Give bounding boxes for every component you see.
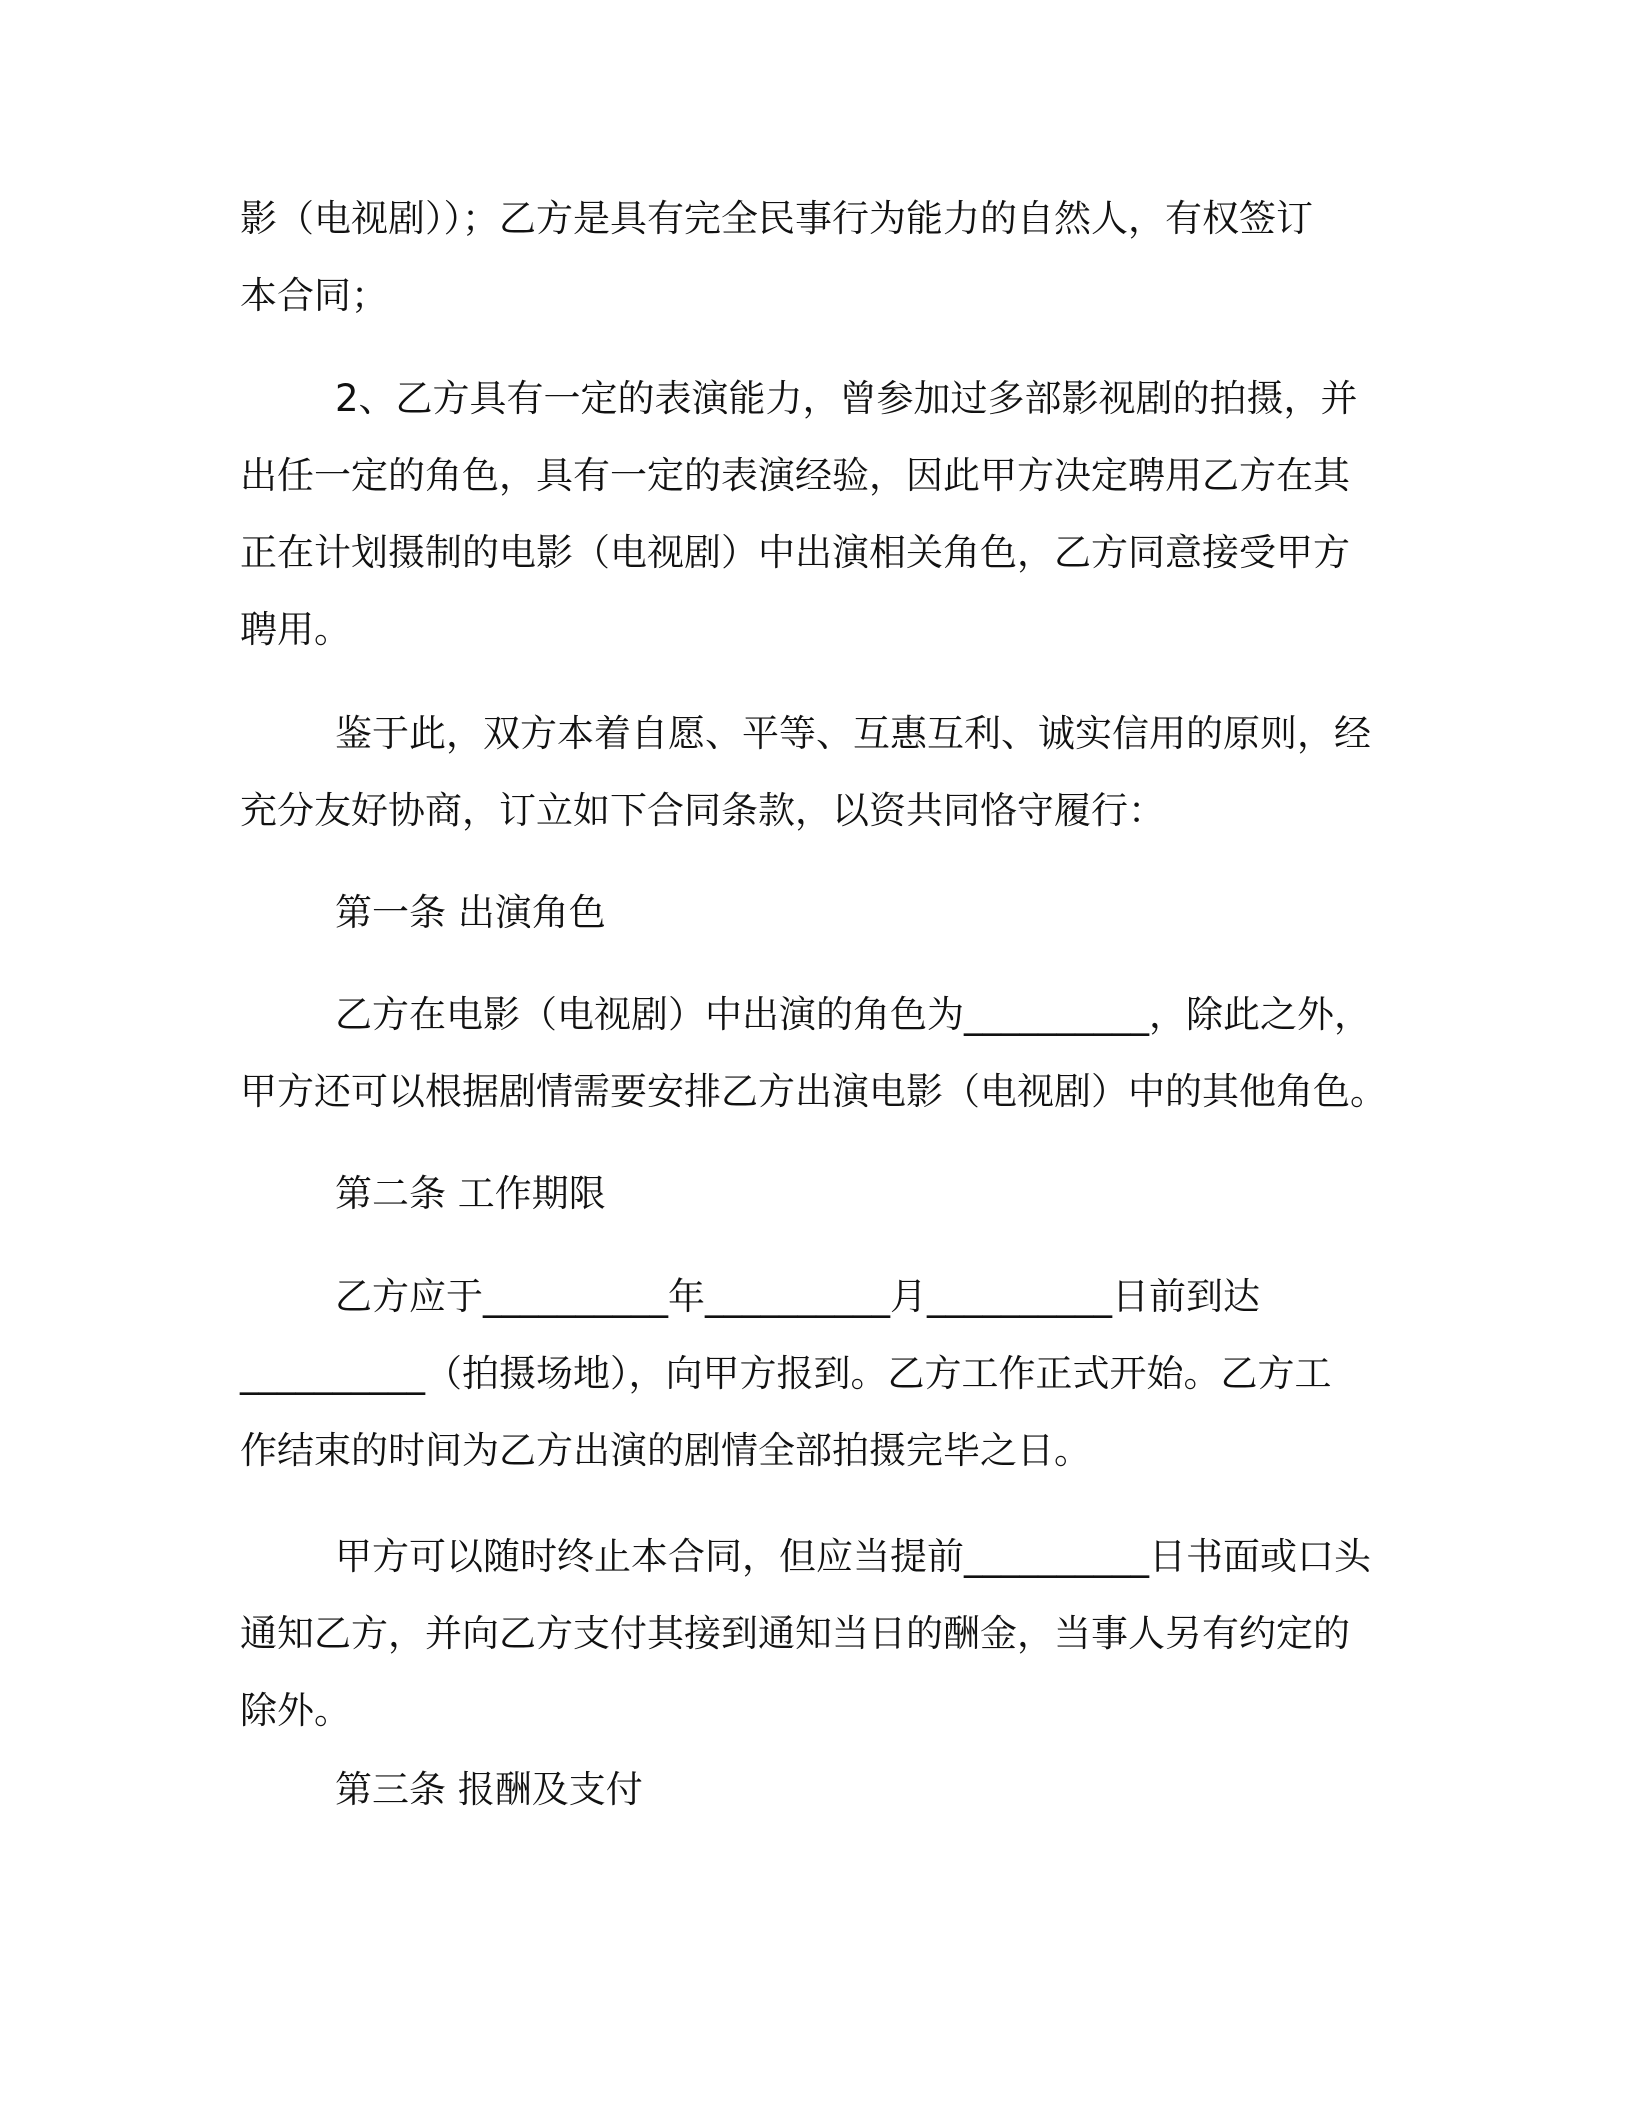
- text-line: 影（电视剧））；乙方是具有完全民事行为能力的自然人，有权签订: [240, 197, 1313, 240]
- article-heading: 第二条 工作期限: [335, 1172, 606, 1215]
- text-line: __________（拍摄场地），向甲方报到。乙方工作正式开始。乙方工: [240, 1352, 1332, 1395]
- paragraph-termination: [240, 1518, 1392, 1749]
- text-line: 出任一定的角色，具有一定的表演经验，因此甲方决定聘用乙方在其: [240, 454, 1350, 497]
- text-line: 鉴于此，双方本着自愿、平等、互惠互利、诚实信用的原则，经: [335, 712, 1371, 755]
- text-line: 甲方还可以根据剧情需要安排乙方出演电影（电视剧）中的其他角色。: [240, 1070, 1387, 1113]
- paragraph-agreement-basis: [240, 695, 1392, 849]
- text-line: 作结束的时间为乙方出演的剧情全部拍摄完毕之日。: [240, 1429, 1091, 1472]
- article-heading: 第三条 报酬及支付: [335, 1768, 643, 1811]
- text-line: 通知乙方，并向乙方支付其接到通知当日的酬金，当事人另有约定的: [240, 1612, 1350, 1655]
- text-line: 正在计划摄制的电影（电视剧）中出演相关角色，乙方同意接受甲方: [240, 531, 1350, 574]
- paragraph-parties-capacity: [240, 180, 1392, 334]
- text-line: 充分友好协商，订立如下合同条款，以资共同恪守履行：: [240, 789, 1165, 832]
- paragraph-performance-ability: [240, 360, 1392, 668]
- text-line: 乙方在电影（电视剧）中出演的角色为__________，除此之外，: [335, 993, 1371, 1036]
- article-heading: 第一条 出演角色: [335, 891, 606, 934]
- text-line: 聘用。: [240, 608, 351, 651]
- heading-article-3: [240, 1751, 1392, 1828]
- paragraph-work-start: [240, 1258, 1392, 1489]
- paragraph-role: [240, 976, 1392, 1130]
- text-line: 乙方应于__________年__________月__________日前到达: [335, 1275, 1260, 1318]
- text-line: 本合同；: [240, 274, 388, 317]
- text-line: 除外。: [240, 1689, 351, 1732]
- heading-article-1: [240, 874, 1392, 951]
- heading-article-2: [240, 1155, 1392, 1232]
- text-line: 甲方可以随时终止本合同，但应当提前__________日书面或口头: [335, 1535, 1371, 1578]
- text-line: 2、乙方具有一定的表演能力，曾参加过多部影视剧的拍摄，并: [335, 377, 1358, 420]
